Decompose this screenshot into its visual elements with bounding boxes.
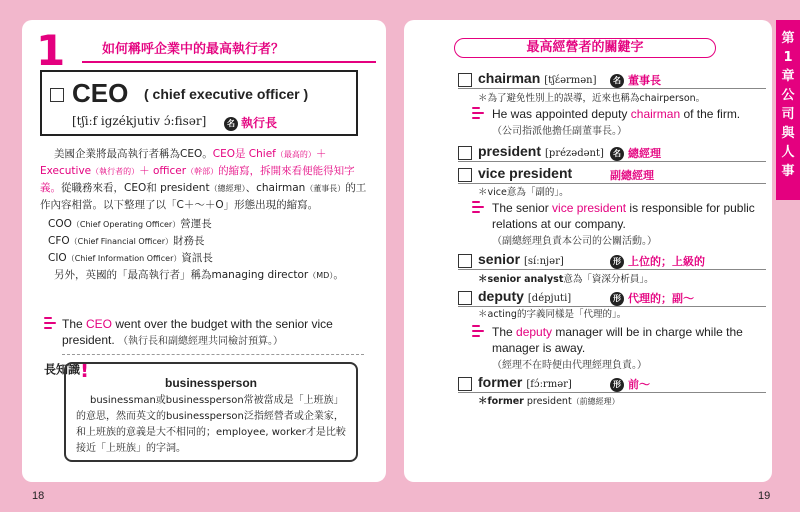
section-number: 1 <box>36 26 66 75</box>
entry-note: ＊為了避免性別上的誤導，近來也稱為chairperson。 <box>478 93 706 104</box>
entry-translation: 名 董事長 <box>610 72 661 88</box>
entry-note: ＊vice意為「副的」。 <box>478 187 569 198</box>
keywords-header: 最高經營者的關鍵字 <box>454 38 716 58</box>
noun-badge-icon: 名 <box>224 117 238 131</box>
noun-badge-icon: 名 <box>610 147 624 161</box>
body-text <box>40 146 370 284</box>
abbreviation-list <box>40 216 370 267</box>
list-item: COO（Chief Operating Officer）營運長 <box>48 218 212 230</box>
example-sentence: The CEO went over the budget with the senior vice president. （執行長和副總經理共同檢討預算。） <box>62 316 364 355</box>
checkbox[interactable] <box>458 146 472 160</box>
checkbox[interactable] <box>458 168 472 182</box>
example-translation: （執行長和副總經理共同檢討預算。） <box>118 336 284 347</box>
adjective-badge-icon: 形 <box>610 255 624 269</box>
list-item: CFO（Chief Financial Officer）財務長 <box>48 235 205 247</box>
checkbox[interactable] <box>458 254 472 268</box>
entry-translation: 形 前～ <box>610 376 650 392</box>
tip-text: businessman或businessperson常被當成是「上班族」的意思，然而英文的businessperson泛指經營者或企業家，和上班族的意義是大不相同的；employee, worker才是比較接近「上班族」的字詞。 <box>76 395 346 454</box>
entry-headword: vice president <box>478 165 573 181</box>
tip-title: businessperson <box>164 376 258 390</box>
pronunciation: [tʃiːf igzékjutiv ɔ́:fisər] <box>72 114 207 128</box>
checkbox[interactable] <box>50 88 64 102</box>
entry-headword: chairman [tʃέərmən] <box>478 70 597 86</box>
exclamation-icon: ! <box>80 358 90 382</box>
paragraph-2: 另外，英國的「最高執行者」稱為managing director（MD）。 <box>54 269 344 281</box>
example-mark-icon <box>472 200 488 218</box>
example-mark-icon <box>472 106 488 124</box>
example-mark-icon <box>44 316 60 334</box>
tip-label: 長知識! <box>44 358 90 382</box>
checkbox[interactable] <box>458 291 472 305</box>
example-sentence: The senior vice president is responsible for public relations at our company. （副總經理負責本公司的公關活動。） <box>492 201 755 247</box>
entry-headword: senior [síːnjər] <box>478 251 564 267</box>
chapter-tab: 第 1 章 公 司 與 人 事 <box>776 20 800 200</box>
headword: CEO <box>72 78 129 108</box>
entry-headword: deputy [dépjuti] <box>478 288 572 304</box>
entry-note: ＊acting的字義同樣是「代理的」。 <box>478 309 627 320</box>
adjective-badge-icon: 形 <box>610 292 624 306</box>
entry-note: ＊senior analyst意為「資深分析員」。 <box>478 274 654 285</box>
left-page <box>22 20 386 482</box>
page-number-right: 19 <box>758 490 771 502</box>
list-item: CIO（Chief Information Officer）資訊長 <box>48 252 213 264</box>
adjective-badge-icon: 形 <box>610 378 624 392</box>
entry-note: ＊former president（前總經理） <box>478 396 620 407</box>
entry-translation: 形 上位的；上級的 <box>610 253 705 269</box>
entry-headword: former [fɔ́ːrmər] <box>478 374 572 390</box>
example-sentence: He was appointed deputy chairman of the firm. （公司指派他擔任副董事長。） <box>492 107 741 137</box>
entry-translation: 形 代理的；副～ <box>610 290 694 306</box>
tip-box <box>64 362 358 462</box>
example-sentence: The deputy manager will be in charge while the manager is away. （經理不在時便由代理經理負責。） <box>492 325 743 371</box>
checkbox[interactable] <box>458 73 472 87</box>
example-mark-icon <box>472 324 488 342</box>
checkbox[interactable] <box>458 377 472 391</box>
headword-box <box>40 70 358 136</box>
section-title: 如何稱呼企業中的最高執行者？ <box>82 38 376 63</box>
noun-badge-icon: 名 <box>610 74 624 88</box>
entry-translation: 副總經理 <box>610 169 654 182</box>
headword-full-form: ( chief executive officer ) <box>144 86 309 102</box>
headword-translation: 名 執行長 <box>224 114 277 131</box>
entry-headword: president [prézədənt] <box>478 143 604 159</box>
paragraph-1: 美國企業將最高執行者稱為CEO。CEO是 Chief（最高的）＋ Executive（執行者的）＋ officer（幹部）的縮寫，拆開來看便能得知字義。從職務來看，CEO和 president（總經理）、chairman（董事長）的工作內容相當。以下整理了以「C＋～＋O」形態出現的縮寫。 <box>40 148 367 211</box>
entry-translation: 名 總經理 <box>610 145 661 161</box>
page-number-left: 18 <box>32 490 45 502</box>
